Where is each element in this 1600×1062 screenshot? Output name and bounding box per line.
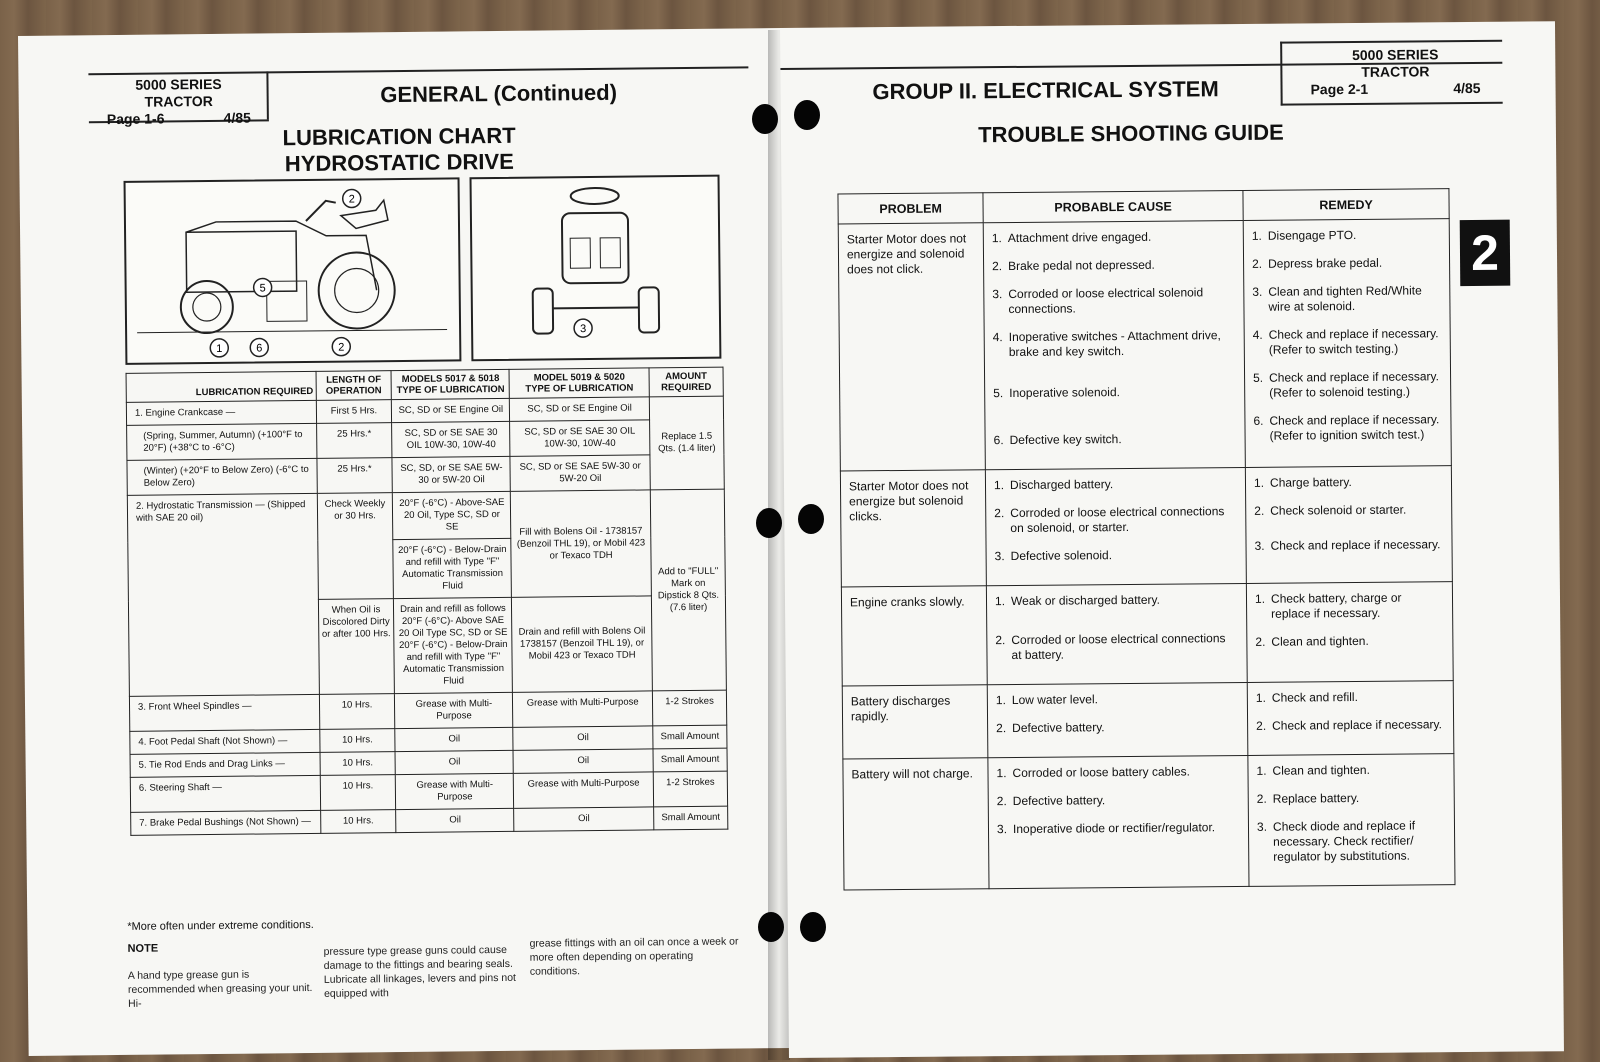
row3-type-b: Grease with Multi-Purpose — [513, 691, 653, 727]
list-item: 4. Check and replace if necessary. (Refer to switch testing.) — [1253, 326, 1442, 358]
cause-text: Corroded or loose electrical connections at battery. — [1011, 631, 1226, 663]
binding-hole — [752, 104, 778, 134]
list-item: 2. Defective battery. — [996, 793, 1106, 809]
header-rule-top — [1280, 40, 1502, 44]
list-item: 2. Check and replace if necessary. — [1256, 717, 1443, 733]
hydro-type-b1: Fill with Bolens Oil - 1738157 (Benzoil THL 19), or Mobil 423 or Texaco TDH — [511, 490, 652, 597]
cause-cell — [987, 682, 1248, 757]
row3-type-a: Grease with Multi-Purpose — [395, 692, 513, 728]
remedy-cell — [1246, 582, 1453, 683]
list-item: 2. Brake pedal not depressed. — [992, 257, 1155, 274]
page-number: Page 2-1 — [1310, 80, 1369, 98]
remedy-cell — [1243, 219, 1451, 468]
list-item: 3. Check diode and replace if necessary. Check rectifier/ regulator by substitutions. — [1257, 818, 1446, 865]
cause-text: Low water level. — [1011, 692, 1098, 708]
list-item: 2. Corroded or loose electrical connections on solenoid, or starter. — [994, 504, 1237, 536]
tractor-side-drawing — [124, 177, 462, 365]
header-rule-lower — [1281, 102, 1503, 106]
row4-label: 4. Foot Pedal Shaft (Not Shown) — — [130, 729, 320, 754]
list-item: 4. Inoperative switches - Attachment drive, brake and key switch. — [993, 328, 1236, 360]
cause-text: Weak or discharged battery. — [1010, 592, 1161, 609]
list-item: 1. Clean and tighten. — [1256, 762, 1370, 778]
engine-r1-type-a: SC, SD or SE Engine Oil — [392, 398, 510, 422]
list-item: 1. Low water level. — [995, 692, 1098, 708]
list-item: 6. Defective key switch. — [993, 432, 1122, 448]
remedy-text: Check and refill. — [1271, 689, 1358, 705]
list-item: 6. Check and replace if necessary. (Refer to ignition switch test.) — [1253, 412, 1442, 444]
cause-text: Corroded or loose electrical connections on solenoid, or starter. — [1010, 504, 1225, 536]
right-page — [780, 21, 1564, 1058]
remedy-text: Check and replace if necessary. — [1272, 717, 1443, 733]
table-row — [842, 681, 1454, 759]
list-item: 1. Disengage PTO. — [1251, 227, 1357, 243]
list-item: 3. Corroded or loose electrical solenoid connections. — [992, 285, 1235, 317]
binding-hole — [756, 508, 782, 538]
engine-label: 1. Engine Crankcase — — [126, 400, 316, 425]
row7-type-b: Oil — [514, 807, 654, 831]
problem-cell: Battery discharges rapidly. — [842, 685, 988, 759]
header-models-5017-top: MODELS 5017 & 5018 — [401, 372, 500, 386]
hydro-amount: Add to "FULL" Mark on Dipstick 8 Qts. (7.6 liter) — [650, 489, 726, 691]
hydro-type-a2: 20°F (-6°C) - Below-Drain and refill with Type "F" Automatic Transmission Fluid — [393, 538, 511, 598]
remedy-text: Depress brake pedal. — [1268, 255, 1383, 271]
list-item: 3. Defective solenoid. — [994, 548, 1113, 564]
row6-amount: 1-2 Strokes — [653, 771, 727, 807]
series-text: 5000 SERIES — [135, 75, 222, 93]
list-item: 3. Clean and tighten Red/White wire at solenoid. — [1252, 283, 1441, 315]
chart-title-line1: LUBRICATION CHART — [282, 122, 516, 151]
callout-6: 6 — [256, 342, 263, 355]
remedy-text: Clean and tighten. — [1272, 762, 1370, 778]
cause-text: Defective key switch. — [1009, 432, 1122, 448]
row5-length: 10 Hrs. — [320, 752, 396, 776]
header-models-5019-top: MODEL 5019 & 5020 — [533, 371, 625, 384]
remedy-cell — [1247, 681, 1454, 756]
remedy-text: Check and replace if necessary. (Refer to solenoid testing.) — [1269, 369, 1440, 400]
remedy-text: Check and replace if necessary. (Refer to ignition switch test.) — [1269, 412, 1440, 443]
page-date: 4/85 — [223, 109, 251, 126]
header-remedy: REMEDY — [1243, 189, 1449, 221]
row5-type-a: Oil — [395, 750, 513, 774]
hydro-label: 2. Hydrostatic Transmission — (Shipped with SAE 20 oil) — [127, 493, 319, 696]
row5-type-b: Oil — [513, 749, 653, 773]
note-column-1: A hand type grease gun is recommended when greasing your unit. Hi- — [127, 968, 313, 1010]
page-date: 4/85 — [1453, 79, 1481, 97]
cause-cell — [988, 755, 1249, 888]
table-row — [838, 219, 1451, 471]
engine-amount: Replace 1.5 Qts. (1.4 liter) — [649, 396, 724, 490]
list-item: 3. Inoperative diode or rectifier/regulator. — [996, 820, 1216, 837]
header-length-operation: LENGTH OF OPERATION — [316, 371, 392, 401]
page-number: Page 1-6 — [106, 110, 165, 128]
engine-r3-label: (Winter) (+20°F to Below Zero) (-6°C to Below Zero) — [127, 458, 317, 495]
header-lubrication-required: LUBRICATION REQUIRED — [126, 371, 316, 402]
list-item: 1. Discharged battery. — [993, 477, 1114, 493]
row3-amount: 1-2 Strokes — [652, 690, 726, 726]
cause-text: Discharged battery. — [1009, 477, 1114, 493]
cause-text: Inoperative switches - Attachment drive, brake and key switch. — [1008, 328, 1221, 360]
row6-type-a: Grease with Multi-Purpose — [396, 773, 514, 809]
tractor-side-illustration — [126, 179, 460, 362]
header-amount-required: AMOUNT REQUIRED — [649, 367, 723, 397]
cause-cell — [985, 467, 1246, 585]
remedy-text: Charge battery. — [1269, 475, 1352, 490]
remedy-text: Clean and tighten Red/White wire at solenoid. — [1268, 283, 1422, 314]
guide-title: TROUBLE SHOOTING GUIDE — [978, 119, 1284, 148]
hydro-length-2: When Oil is Discolored Dirty or after 100 Hrs. — [318, 599, 395, 695]
series-label — [98, 75, 259, 128]
list-item: 1. Check and refill. — [1255, 689, 1358, 705]
row3-length: 10 Hrs. — [319, 694, 395, 730]
callout-5: 5 — [259, 282, 266, 295]
section-tab: 2 — [1460, 220, 1511, 286]
remedy-cell — [1245, 466, 1452, 584]
series-text: 5000 SERIES — [1351, 46, 1439, 64]
list-item: 5. Check and replace if necessary. (Refer to solenoid testing.) — [1253, 369, 1442, 401]
header-rule — [88, 66, 748, 75]
table-row — [840, 466, 1452, 587]
engine-r2-length: 25 Hrs.* — [316, 423, 392, 459]
list-item: 2. Replace battery. — [1256, 790, 1360, 806]
note-column-2: pressure type grease guns could cause damage to the fittings and bearing seals. Lubricate all linkages, levers and pins not equipped with — [323, 943, 516, 1000]
row7-type-a: Oil — [396, 808, 514, 832]
table-row — [841, 582, 1453, 686]
engine-r2-label: (Spring, Summer, Autumn) (+100°F to 20°F) (+38°C to -6°C) — [127, 423, 317, 460]
remedy-text: Check and replace if necessary. — [1270, 537, 1441, 553]
remedy-text: Check diode and replace if necessary. Check rectifier/ regulator by substitutions. — [1272, 818, 1416, 864]
cause-text: Defective solenoid. — [1010, 548, 1113, 564]
engine-r1-length: First 5 Hrs. — [316, 400, 392, 424]
problem-cell: Battery will not charge. — [843, 758, 989, 890]
table-row — [843, 754, 1455, 890]
list-item: 2. Defective battery. — [996, 720, 1105, 736]
trouble-shooting-table — [837, 188, 1455, 890]
remedy-text: Replace battery. — [1272, 790, 1360, 806]
list-item: 2. Check solenoid or starter. — [1254, 502, 1407, 518]
row7-label: 7. Brake Pedal Bushings (Not Shown) — — [131, 810, 321, 835]
list-item: 1. Check battery, charge or replace if necessary. — [1255, 590, 1444, 622]
table-row — [131, 806, 728, 835]
remedy-text: Check battery, charge or replace if necessary. — [1270, 590, 1402, 621]
list-item: 2. Depress brake pedal. — [1252, 255, 1383, 271]
binding-hole — [800, 912, 826, 942]
cause-cell — [983, 220, 1245, 469]
engine-r3-length: 25 Hrs.* — [316, 458, 392, 494]
header-problem: PROBLEM — [838, 193, 983, 224]
header-divider — [1280, 42, 1283, 106]
hydro-type-b2: Drain and refill with Bolens Oil 1738157 (Benzoil THL 19), or Mobil 423 or Texaco TDH — [512, 596, 653, 692]
row6-label: 6. Steering Shaft — — [130, 775, 320, 812]
engine-r3-type-a: SC, SD, or SE SAE 5W-30 or 5W-20 Oil — [392, 456, 510, 492]
list-item: 3. Check and replace if necessary. — [1254, 537, 1441, 553]
cause-text: Brake pedal not depressed. — [1008, 257, 1155, 274]
cause-text: Corroded or loose battery cables. — [1012, 764, 1191, 780]
row4-amount: Small Amount — [653, 725, 727, 749]
cause-text: Inoperative diode or rectifier/regulator. — [1012, 820, 1216, 836]
callout-1: 1 — [216, 342, 223, 355]
left-page — [18, 28, 793, 1056]
header-divider — [266, 71, 269, 119]
binding-hole — [794, 100, 820, 130]
row6-length: 10 Hrs. — [320, 775, 396, 811]
binding-hole — [758, 912, 784, 942]
problem-cell: Starter Motor does not energize and solenoid does not click. — [838, 223, 985, 471]
list-item: 1. Weak or discharged battery. — [994, 592, 1161, 609]
cause-text: Defective battery. — [1012, 793, 1106, 808]
hydro-type-a1: 20°F (-6°C) - Above-SAE 20 Oil, Type SC, SD or SE — [393, 491, 511, 539]
problem-cell: Starter Motor does not energize but solenoid clicks. — [840, 470, 986, 587]
model-text: TRACTOR — [144, 92, 213, 110]
header-models-5019-type: TYPE OF LUBRICATION — [525, 382, 634, 395]
engine-r2-type-a: SC, SD or SE SAE 30 OIL 10W-30, 10W-40 — [392, 421, 510, 457]
list-item: 1. Corroded or loose battery cables. — [996, 764, 1191, 781]
list-item: 1. Attachment drive engaged. — [991, 229, 1152, 246]
remedy-text: Check and replace if necessary. (Refer to switch testing.) — [1268, 326, 1439, 357]
row3-label: 3. Front Wheel Spindles — — [129, 694, 319, 731]
list-item: 2. Clean and tighten. — [1255, 633, 1369, 649]
list-item: 5. Inoperative solenoid. — [993, 385, 1121, 401]
cause-text: Inoperative solenoid. — [1009, 385, 1121, 401]
row5-label: 5. Tie Rod Ends and Drag Links — — [130, 752, 320, 777]
remedy-text: Disengage PTO. — [1267, 227, 1357, 243]
cause-text: Corroded or loose electrical solenoid connections. — [1008, 285, 1204, 317]
list-item: 1. Charge battery. — [1253, 475, 1352, 490]
row7-amount: Small Amount — [654, 806, 728, 830]
binding-hole — [798, 504, 824, 534]
callout-2-bottom: 2 — [338, 341, 345, 354]
chart-title-line2: HYDROSTATIC DRIVE — [284, 148, 514, 177]
remedy-text: Check solenoid or starter. — [1270, 502, 1407, 518]
tractor-front-illustration — [472, 177, 720, 360]
callout-2-top: 2 — [348, 193, 355, 206]
section-title: GENERAL (Continued) — [380, 79, 618, 108]
header-probable-cause: PROBABLE CAUSE — [983, 190, 1243, 222]
list-item: 2. Corroded or loose electrical connections at battery. — [995, 631, 1238, 663]
engine-r3-type-b: SC, SD or SE SAE 5W-30 or 5W-20 Oil — [510, 455, 650, 491]
row4-type-b: Oil — [513, 726, 653, 750]
note-column-3: grease fittings with an oil can once a week or more often depending on operating conditions. — [529, 935, 739, 978]
header-models-5019 — [509, 368, 649, 398]
problem-cell: Engine cranks slowly. — [841, 586, 987, 686]
engine-r2-type-b: SC, SD or SE SAE 30 OIL 10W-30, 10W-40 — [510, 420, 650, 456]
engine-r1-type-b: SC, SD or SE Engine Oil — [510, 397, 650, 421]
callout-3: 3 — [579, 323, 587, 336]
cause-cell — [986, 583, 1247, 684]
cause-text: Defective battery. — [1012, 720, 1105, 736]
header-models-5017 — [392, 369, 510, 399]
row7-length: 10 Hrs. — [320, 810, 396, 834]
row5-amount: Small Amount — [653, 748, 727, 772]
lubrication-table — [126, 367, 729, 836]
header-models-5017-type: TYPE OF LUBRICATION — [396, 383, 505, 397]
model-text: TRACTOR — [1361, 63, 1430, 80]
row4-type-a: Oil — [395, 727, 513, 751]
hydro-type-a3: Drain and refill as follows 20°F (-6°C)- Above SAE 20 Oil Type SC, SD or SE 20°F (-6°C) - Below-Drain and refill with Type "F" Automatic Transmission Fluid — [394, 597, 513, 693]
section-title: GROUP II. ELECTRICAL SYSTEM — [872, 76, 1219, 105]
hydro-length-1: Check Weekly or 30 Hrs. — [317, 493, 394, 600]
tractor-front-drawing — [470, 175, 722, 362]
remedy-text: Clean and tighten. — [1271, 633, 1369, 649]
table-row — [127, 489, 724, 542]
chart-title — [249, 122, 550, 177]
footnote: *More often under extreme conditions. — [127, 918, 314, 933]
series-label — [1300, 46, 1490, 99]
cause-text: Attachment drive engaged. — [1007, 229, 1152, 246]
remedy-cell — [1248, 754, 1455, 887]
note-label: NOTE — [127, 942, 159, 955]
row6-type-b: Grease with Multi-Purpose — [514, 772, 654, 808]
row4-length: 10 Hrs. — [319, 729, 395, 753]
